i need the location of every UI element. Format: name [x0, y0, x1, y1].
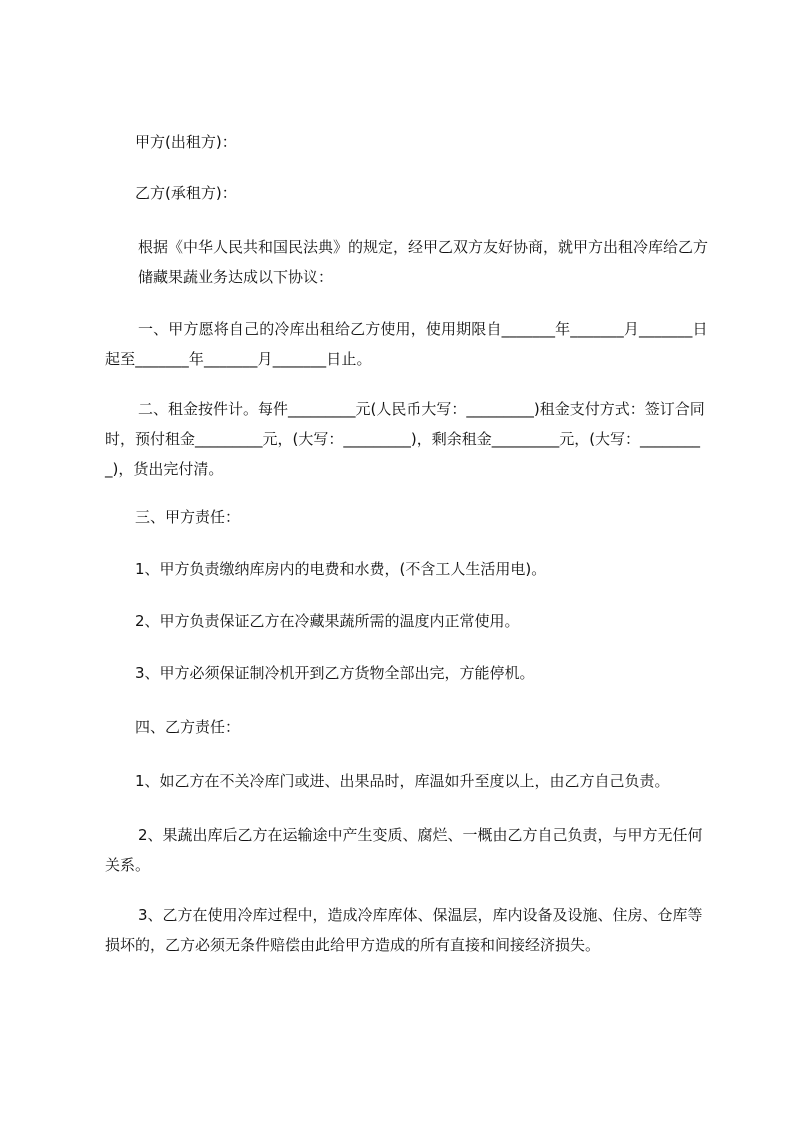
- section-3-title: 三、甲方责任：: [135, 508, 241, 526]
- section-4-item-3: 3、乙方在使用冷库过程中，造成冷库库体、保温层，库内设备及设施、住房、仓库等损坏的，乙方必须无条件赔偿由此给甲方造成的所有直接和间接经济损失。: [105, 906, 703, 954]
- section-4-item-1: 1、如乙方在不关冷库门或进、出果品时，库温如升至度以上，由乙方自己负责。: [135, 772, 670, 790]
- section-3-item-2: 2、甲方负责保证乙方在冷藏果蔬所需的温度内正常使用。: [135, 612, 520, 630]
- party-a-line: 甲方(出租方)：: [135, 133, 237, 151]
- section-3-item-1: 1、甲方负责缴纳库房内的电费和水费，(不含工人生活用电)。: [135, 560, 547, 578]
- section-4-item-2: 2、果蔬出库后乙方在运输途中产生变质、腐烂、一概由乙方自己负责，与甲方无任何关系。: [105, 826, 703, 874]
- clause-1: 一、甲方愿将自己的冷库出租给乙方使用，使用期限自_______年_______月_______日起至_______年_______月_______日止。: [105, 320, 708, 368]
- clause-2: 二、租金按件计。每件_________元(人民币大写：_________)租金支付方式：签订合同时，预付租金_________元，(大写：_________)，剩余租金_________元，(大写：_________)，货出完付清。: [105, 400, 705, 478]
- intro-paragraph: 根据《中华人民共和国民法典》的规定，经甲乙双方友好协商，就甲方出租冷库给乙方储藏果蔬业务达成以下协议：: [138, 238, 709, 286]
- section-4-title: 四、乙方责任：: [135, 718, 241, 736]
- section-3-item-3: 3、甲方必须保证制冷机开到乙方货物全部出完，方能停机。: [135, 664, 535, 682]
- party-b-line: 乙方(承租方)：: [135, 184, 237, 202]
